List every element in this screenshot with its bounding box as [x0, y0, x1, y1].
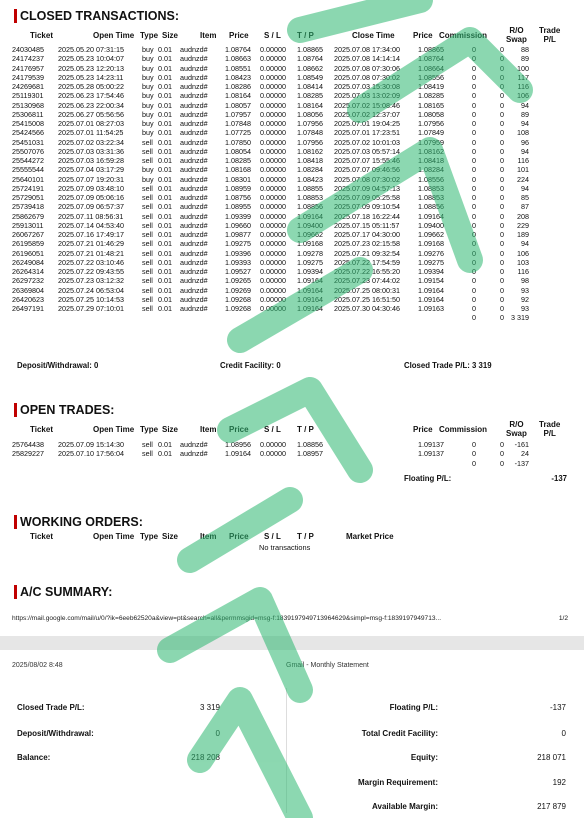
- table-row: 26264314 2025.07.22 09:43:55 sell 0.01 audnzd# 1.09527 0.00000 1.09394 2025.07.22 16:55:20 1.09394 0 0 116: [12, 267, 529, 276]
- table-row: 26249084 2025.07.22 03:10:46 sell 0.01 audnzd# 1.09393 0.00000 1.09275 2025.07.22 17:54:59 1.09275 0 0 103: [12, 257, 529, 267]
- sum-available-value: 217 879: [537, 802, 566, 811]
- page-number: 1/2: [558, 615, 568, 622]
- col-item: Item: [200, 31, 217, 40]
- table-row: 26297232 2025.07.23 03:12:32 sell 0.01 audnzd# 1.09265 0.00000 1.09164 2025.07.23 07:44:02 1.09154 0 0 98: [12, 276, 529, 286]
- col-commission: Commission: [439, 31, 488, 40]
- print-date: 2025/08/02 8:48: [12, 662, 63, 669]
- closed-deposit-withdrawal: Deposit/Withdrawal: 0: [17, 361, 99, 370]
- col-type: Type: [140, 425, 159, 434]
- working-orders-title: WORKING ORDERS:: [14, 515, 143, 529]
- col-open-time: Open Time: [93, 425, 135, 434]
- col-ro: R/O Swap: [506, 420, 527, 438]
- table-row: 25913011 2025.07.14 04:53:40 sell 0.01 audnzd# 1.09660 0.00000 1.09400 2025.07.15 05:11:57 1.09400 0 0 229: [12, 220, 529, 230]
- sum-credit-label: Total Credit Facility:: [361, 729, 438, 738]
- table-row: 25555544 2025.07.04 03:17:29 buy 0.01 audnzd# 1.08168 0.00000 1.08284 2025.07.07 09:46:56 1.08284 0 0 101: [12, 165, 529, 175]
- table-row: 25640101 2025.07.07 19:20:31 buy 0.01 audnzd# 1.08301 0.00000 1.08423 2025.07.08 07:30:02 1.08556 0 0 224: [12, 174, 529, 184]
- ac-summary-title: A/C SUMMARY:: [14, 585, 112, 599]
- table-row: 25764438 2025.07.09 15:14:30 sell 0.01 audnzd# 1.08956 0.00000 1.08856 1.09137 0 0 -161: [12, 440, 529, 449]
- table-row: 25424566 2025.07.01 11:54:25 buy 0.01 audnzd# 1.07725 0.00000 1.07848 2025.07.01 17:23:51 1.07849 0 0 108: [12, 128, 529, 138]
- open-trades-table: [12, 440, 529, 468]
- col-size: Size: [162, 532, 179, 541]
- print-title: Gmail - Monthly Statement: [286, 662, 369, 669]
- col-sl: S / L: [264, 532, 281, 541]
- totals-row: 0 0 3 319: [472, 313, 529, 323]
- col-tp: T / P: [297, 532, 314, 541]
- table-row: 25119301 2025.06.23 17:54:46 buy 0.01 audnzd# 1.08164 0.00000 1.08285 2025.07.03 13:02:09 1.08285 0 0 106: [12, 91, 529, 101]
- summary-divider: [286, 688, 287, 813]
- table-row: 26196051 2025.07.21 01:48:21 sell 0.01 audnzd# 1.09396 0.00000 1.09278 2025.07.21 09:32:54 1.09276 0 0 106: [12, 248, 529, 258]
- table-row: 26369804 2025.07.24 06:53:04 sell 0.01 audnzd# 1.09269 0.00000 1.09164 2025.07.25 08:00:31 1.09164 0 0 93: [12, 285, 529, 295]
- col-price: Price: [413, 425, 433, 434]
- print-url: https://mail.google.com/mail/u/0/?ik=6eeb62520a&view=pt&search=all&permmsgid=msg-f:1839197949713964629&simpl=msg-f:1839197949713...: [12, 615, 442, 622]
- open-trades-title: OPEN TRADES:: [14, 403, 114, 417]
- closed-trade-pl-summary: Closed Trade P/L: 3 319: [404, 361, 492, 370]
- table-row: 25451031 2025.07.02 03:22:34 sell 0.01 audnzd# 1.07850 0.00000 1.07956 2025.07.02 10:01:03 1.07959 0 0 96: [12, 137, 529, 147]
- col-tp: T / P: [297, 31, 314, 40]
- sum-deposit-value: 0: [215, 729, 220, 738]
- sum-deposit-label: Deposit/Withdrawal:: [17, 729, 94, 738]
- col-close-price: Price: [413, 31, 433, 40]
- col-ticket: Ticket: [30, 532, 53, 541]
- table-row: 26195859 2025.07.21 01:46:29 sell 0.01 audnzd# 1.09275 0.00000 1.09168 2025.07.23 02:15:58 1.09168 0 0 94: [12, 239, 529, 249]
- col-item: Item: [200, 532, 217, 541]
- table-row: 25130968 2025.06.23 22:00:34 buy 0.01 audnzd# 1.08057 0.00000 1.08164 2025.07.02 15:08:46 1.08165 0 0 94: [12, 100, 529, 110]
- sum-margin-value: 192: [552, 778, 566, 787]
- table-row: 24030485 2025.05.20 07:31:15 buy 0.01 audnzd# 1.08764 0.00000 1.08865 2025.07.08 17:34:00 1.08865 0 0 88: [12, 45, 529, 54]
- col-ro: R/O Swap: [506, 26, 527, 44]
- table-row: 24176957 2025.05.23 12:20:13 buy 0.01 audnzd# 1.08551 0.00000 1.08662 2025.07.08 07:30:06 1.08664 0 0 100: [12, 63, 529, 73]
- table-row: 26067267 2025.07.16 17:49:17 sell 0.01 audnzd# 1.09877 0.00000 1.09662 2025.07.17 04:30:00 1.09662 0 0 189: [12, 230, 529, 239]
- sum-floating-label: Floating P/L:: [389, 703, 438, 712]
- table-row: 24174237 2025.05.23 10:04:07 buy 0.01 audnzd# 1.08663 0.00000 1.08764 2025.07.08 14:14:14 1.08764 0 0 89: [12, 54, 529, 64]
- table-row: 26420623 2025.07.25 10:14:53 sell 0.01 audnzd# 1.09268 0.00000 1.09164 2025.07.25 16:51:50 1.09164 0 0 92: [12, 294, 529, 304]
- closed-transactions-table: [12, 45, 529, 323]
- sum-credit-value: 0: [561, 729, 566, 738]
- col-open-time: Open Time: [93, 31, 135, 40]
- col-type: Type: [140, 532, 159, 541]
- sum-closed-pl-label: Closed Trade P/L:: [17, 703, 85, 712]
- col-price: Price: [229, 31, 249, 40]
- col-sl: S / L: [264, 425, 281, 434]
- col-tp: T / P: [297, 425, 314, 434]
- statement-page-2: [0, 650, 584, 818]
- table-row: 25829227 2025.07.10 17:56:04 sell 0.01 audnzd# 1.09164 0.00000 1.08957 1.09137 0 0 24: [12, 449, 529, 459]
- sum-equity-label: Equity:: [410, 753, 438, 762]
- col-commission: Commission: [439, 425, 488, 434]
- sum-equity-value: 218 071: [537, 753, 566, 762]
- col-type: Type: [140, 31, 159, 40]
- sum-floating-value: -137: [549, 703, 566, 712]
- table-row: 25507076 2025.07.03 03:31:36 sell 0.01 audnzd# 1.08054 0.00000 1.08162 2025.07.03 05:57:14 1.08162 0 0 94: [12, 146, 529, 156]
- col-item: Item: [200, 425, 217, 434]
- col-price: Price: [229, 425, 249, 434]
- closed-credit-facility: Credit Facility: 0: [220, 361, 281, 370]
- col-trade-pl: Trade P/L: [539, 26, 561, 44]
- totals-row: 0 0 -137: [472, 458, 529, 468]
- table-row: 25862679 2025.07.11 08:56:31 sell 0.01 audnzd# 1.09399 0.00000 1.09164 2025.07.18 16:22:44 1.09164 0 0 208: [12, 211, 529, 221]
- table-row: 24269681 2025.05.28 05:00:22 buy 0.01 audnzd# 1.08286 0.00000 1.08414 2025.07.03 15:30:08 1.08419 0 0 116: [12, 82, 529, 91]
- table-row: 24179539 2025.05.23 14:23:11 buy 0.01 audnzd# 1.08423 0.00000 1.08549 2025.07.08 07:30:02 1.08556 0 0 117: [12, 72, 529, 82]
- col-size: Size: [162, 425, 179, 434]
- col-trade-pl: Trade P/L: [539, 420, 561, 438]
- sum-balance-label: Balance:: [17, 753, 51, 762]
- table-row: 25724191 2025.07.09 03:48:10 sell 0.01 audnzd# 1.08959 0.00000 1.08855 2025.07.09 04:57:13 1.08853 0 0 94: [12, 183, 529, 193]
- col-sl: S / L: [264, 31, 281, 40]
- working-orders-empty: No transactions: [259, 543, 311, 552]
- col-price: Price: [229, 532, 249, 541]
- table-row: 25739418 2025.07.09 06:57:37 sell 0.01 audnzd# 1.08955 0.00000 1.08856 2025.07.09 09:10:54 1.08856 0 0 87: [12, 202, 529, 212]
- col-open-time: Open Time: [93, 532, 135, 541]
- table-row: 25306811 2025.06.27 05:56:56 buy 0.01 audnzd# 1.07957 0.00000 1.08056 2025.07.02 12:37:07 1.08058 0 0 89: [12, 109, 529, 119]
- closed-transactions-title: CLOSED TRANSACTIONS:: [14, 9, 179, 23]
- sum-margin-label: Margin Requirement:: [357, 778, 438, 787]
- table-row: 25415008 2025.07.01 08:27:03 buy 0.01 audnzd# 1.07848 0.00000 1.07956 2025.07.01 19:04:25 1.07956 0 0 94: [12, 119, 529, 128]
- col-market-price: Market Price: [346, 532, 394, 541]
- table-row: 25729051 2025.07.09 05:06:16 sell 0.01 audnzd# 1.08756 0.00000 1.08853 2025.07.09 05:25:58 1.08853 0 0 85: [12, 193, 529, 202]
- col-size: Size: [162, 31, 179, 40]
- sum-available-label: Available Margin:: [372, 802, 438, 811]
- col-ticket: Ticket: [30, 31, 53, 40]
- table-row: 26497191 2025.07.29 07:10:01 sell 0.01 audnzd# 1.09268 0.00000 1.09164 2025.07.30 04:30:46 1.09163 0 0 93: [12, 304, 529, 313]
- sum-balance-value: 218 208: [191, 753, 220, 762]
- floating-pl-label: Floating P/L:: [404, 474, 452, 483]
- sum-closed-pl-value: 3 319: [199, 703, 220, 712]
- table-row: 25544272 2025.07.03 16:59:28 sell 0.01 audnzd# 1.08285 0.00000 1.08418 2025.07.07 15:55:46 1.08418 0 0 116: [12, 156, 529, 165]
- floating-pl-value: -137: [551, 474, 567, 483]
- col-ticket: Ticket: [30, 425, 53, 434]
- col-close-time: Close Time: [352, 31, 395, 40]
